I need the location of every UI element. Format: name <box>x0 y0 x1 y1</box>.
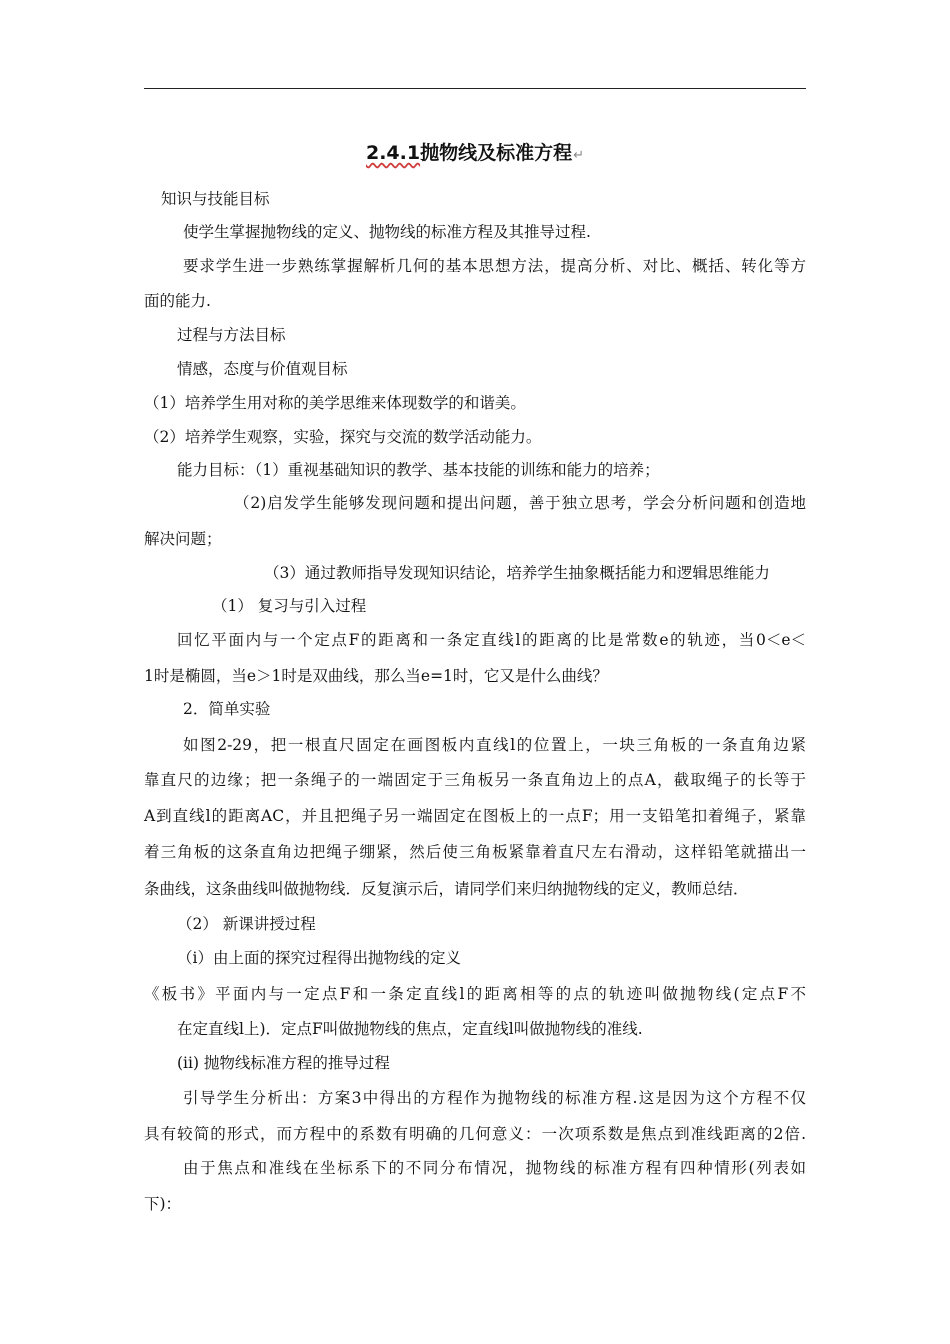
text-line: 回忆平面内与一个定点F的距离和一条定直线l的距离的比是常数e的轨迹，当0＜e＜ <box>177 631 806 649</box>
heading-attitude-goals: 情感，态度与价值观目标 <box>177 360 348 378</box>
text-line: 如图2-29，把一根直尺固定在画图板内直线l的位置上，一块三角板的一条直角边紧 <box>183 736 806 754</box>
text-line: A到直线l的距离AC，并且把绳子另一端固定在图板上的一点F；用一支铅笔扣着绳子，紧靠 <box>144 807 806 825</box>
text-line: 《板书》平面内与一定点F和一条定直线l的距离相等的点的轨迹叫做抛物线(定点F不 <box>144 985 806 1003</box>
text-line: 面的能力. <box>144 292 211 310</box>
text-line: 解决问题； <box>144 530 222 548</box>
page-title <box>0 138 950 165</box>
text-line: 靠直尺的边缘；把一条绳子的一端固定于三角板另一条直角边上的点A，截取绳子的长等于 <box>144 771 806 789</box>
header-rule <box>144 88 806 89</box>
text-line: 下)： <box>144 1195 182 1213</box>
section-simple-experiment: 2．简单实验 <box>183 700 271 718</box>
section-new-lesson: （2） 新课讲授过程 <box>177 915 316 933</box>
title-number: 2.4.1 <box>365 142 421 164</box>
text-line: （1）培养学生用对称的美学思维来体现数学的和谐美。 <box>144 394 526 412</box>
text-line: （i）由上面的探究过程得出抛物线的定义 <box>177 949 461 967</box>
text-line: 引导学生分析出：方案3中得出的方程作为抛物线的标准方程.这是因为这个方程不仅 <box>183 1089 806 1107</box>
title-text: 抛物线及标准方程 <box>420 142 573 164</box>
section-review-intro: （1） 复习与引入过程 <box>212 597 367 615</box>
text-line: 使学生掌握抛物线的定义、抛物线的标准方程及其推导过程. <box>183 223 591 241</box>
paragraph-mark-icon: ↵ <box>573 148 585 163</box>
text-line: 在定直线l上)．定点F叫做抛物线的焦点，定直线l叫做抛物线的准线. <box>177 1020 643 1038</box>
text-line: 由于焦点和准线在坐标系下的不同分布情况，抛物线的标准方程有四种情形(列表如 <box>183 1159 806 1177</box>
section-standard-equation: (ii) 抛物线标准方程的推导过程 <box>177 1054 390 1072</box>
heading-knowledge-goals: 知识与技能目标 <box>161 190 270 208</box>
text-line: （2）培养学生观察，实验，探究与交流的数学活动能力。 <box>144 428 542 446</box>
text-line: 着三角板的这条直角边把绳子绷紧，然后使三角板紧靠着直尺左右滑动，这样铅笔就描出一 <box>144 843 806 861</box>
heading-process-goals: 过程与方法目标 <box>177 326 286 344</box>
text-line: 1时是椭圆，当e＞1时是双曲线，那么当e=1时，它又是什么曲线？ <box>144 667 608 685</box>
text-line: 具有较简的形式，而方程中的系数有明确的几何意义：一次项系数是焦点到准线距离的2倍. <box>144 1125 806 1143</box>
text-line: 条曲线，这条曲线叫做抛物线．反复演示后，请同学们来归纳抛物线的定义，教师总结． <box>144 880 749 898</box>
text-line: （3）通过教师指导发现知识结论，培养学生抽象概括能力和逻辑思维能力 <box>264 564 770 582</box>
text-line: 要求学生进一步熟练掌握解析几何的基本思想方法，提高分析、对比、概括、转化等方 <box>183 257 806 275</box>
text-line: （2)启发学生能够发现问题和提出问题，善于独立思考，学会分析问题和创造地 <box>234 494 806 512</box>
heading-ability-goals: 能力目标：（1）重视基础知识的教学、基本技能的训练和能力的培养； <box>177 461 660 479</box>
